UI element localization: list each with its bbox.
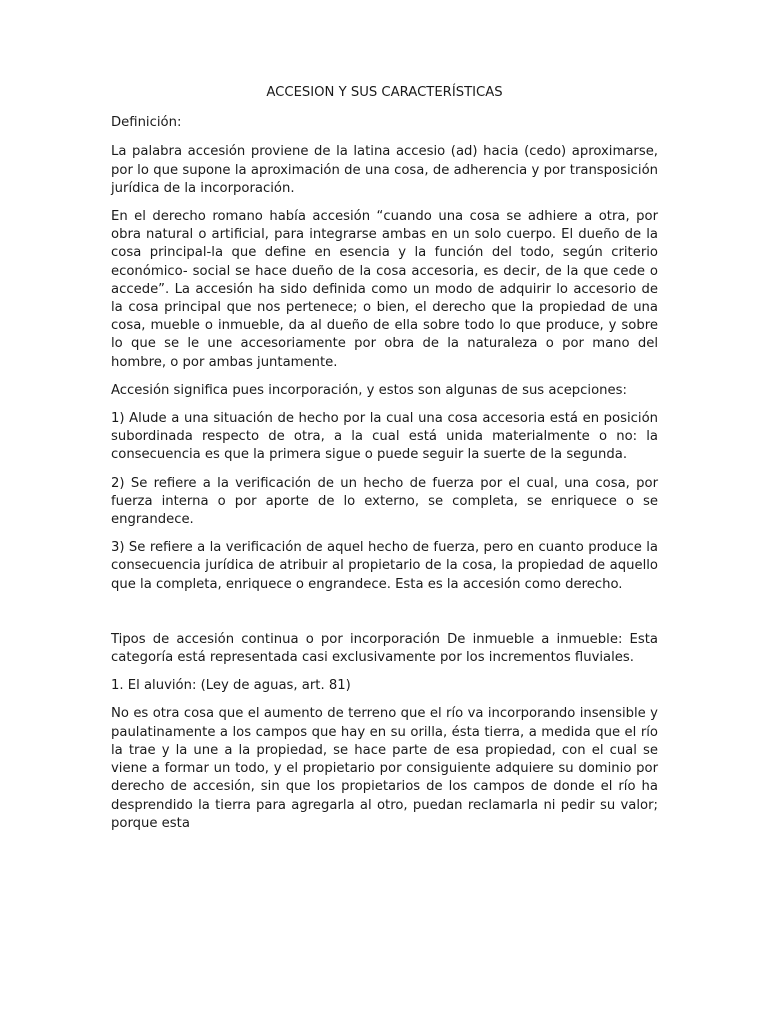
paragraph-roman-law: En el derecho romano había accesión “cuando una cosa se adhiere a otra, por obra natural o artificial, para integrarse ambas en un solo cuerpo. El dueño de la cosa principal-la que define en esencia y la función del todo, según criterio económico- social se hace dueño de la cosa accesoria, es decir, de la que cede o accede”. La accesión ha sido definida como un modo de adquirir lo accesorio de la cosa principal que nos pertenece; o bien, el derecho que la propiedad de una cosa, mueble o inmueble, da al dueño de ella sobre todo lo que produce, y sobre lo que se le une accesoriamente por obra de la naturaleza o por mano del hombre, o por ambas juntamente.	[111, 209, 658, 370]
paragraph-aluvion-body: No es otra cosa que el aumento de terreno que el río va incorporando insensible y paulatinamente a los campos que hay en su orilla, ésta tierra, a medida que el río la trae y la une a la propiedad, se hace parte de esa propiedad, con el cual se viene a formar un todo, y el propietario por consiguiente adquiere su dominio por derecho de accesión, sin que los propietarios de los campos de donde el río ha desprendido la tierra para agregarla al otro, puedan reclamarla ni pedir su valor; porque esta	[111, 706, 658, 831]
paragraph-meaning-1: 1) Alude a una situación de hecho por la cual una cosa accesoria está en posición subordinada respecto de otra, a la cual está unida materialmente o no: la consecuencia es que la primera sigue o puede seguir la suerte de la segunda.	[111, 411, 658, 463]
paragraph-meaning-2: 2) Se refiere a la verificación de un hecho de fuerza por el cual, una cosa, por fuerza interna o por aporte de lo externo, se completa, se enriquece o se engrandece.	[111, 475, 658, 528]
paragraph-types-intro: Tipos de accesión continua o por incorporación De inmueble a inmueble: Esta categoría está representada casi exclusivamente por los incrementos fluviales.	[111, 631, 658, 666]
paragraph-etymology: La palabra accesión proviene de la latina accesio (ad) hacia (cedo) aproximarse, por lo que supone la aproximación de una cosa, de adherencia y por transposición jurídica de la incorporación.	[111, 144, 658, 196]
blank-gap	[111, 604, 658, 631]
paragraph-meanings-intro: Accesión significa pues incorporación, y estos son algunas de sus acepciones:	[111, 382, 627, 398]
section-heading-definicion: Definición:	[111, 115, 182, 131]
paragraph-aluvion-heading: 1. El aluvión: (Ley de aguas, art. 81)	[111, 678, 351, 694]
document-page	[111, 84, 658, 843]
document-title: ACCESION Y SUS CARACTERÍSTICAS	[266, 85, 503, 100]
paragraph-meaning-3: 3) Se refiere a la verificación de aquel hecho de fuerza, pero en cuanto produce la consecuencia jurídica de atribuir al propietario de la cosa, la propiedad de aquello que la completa, enriquece o engrandece. Esta es la accesión como derecho.	[111, 540, 658, 592]
